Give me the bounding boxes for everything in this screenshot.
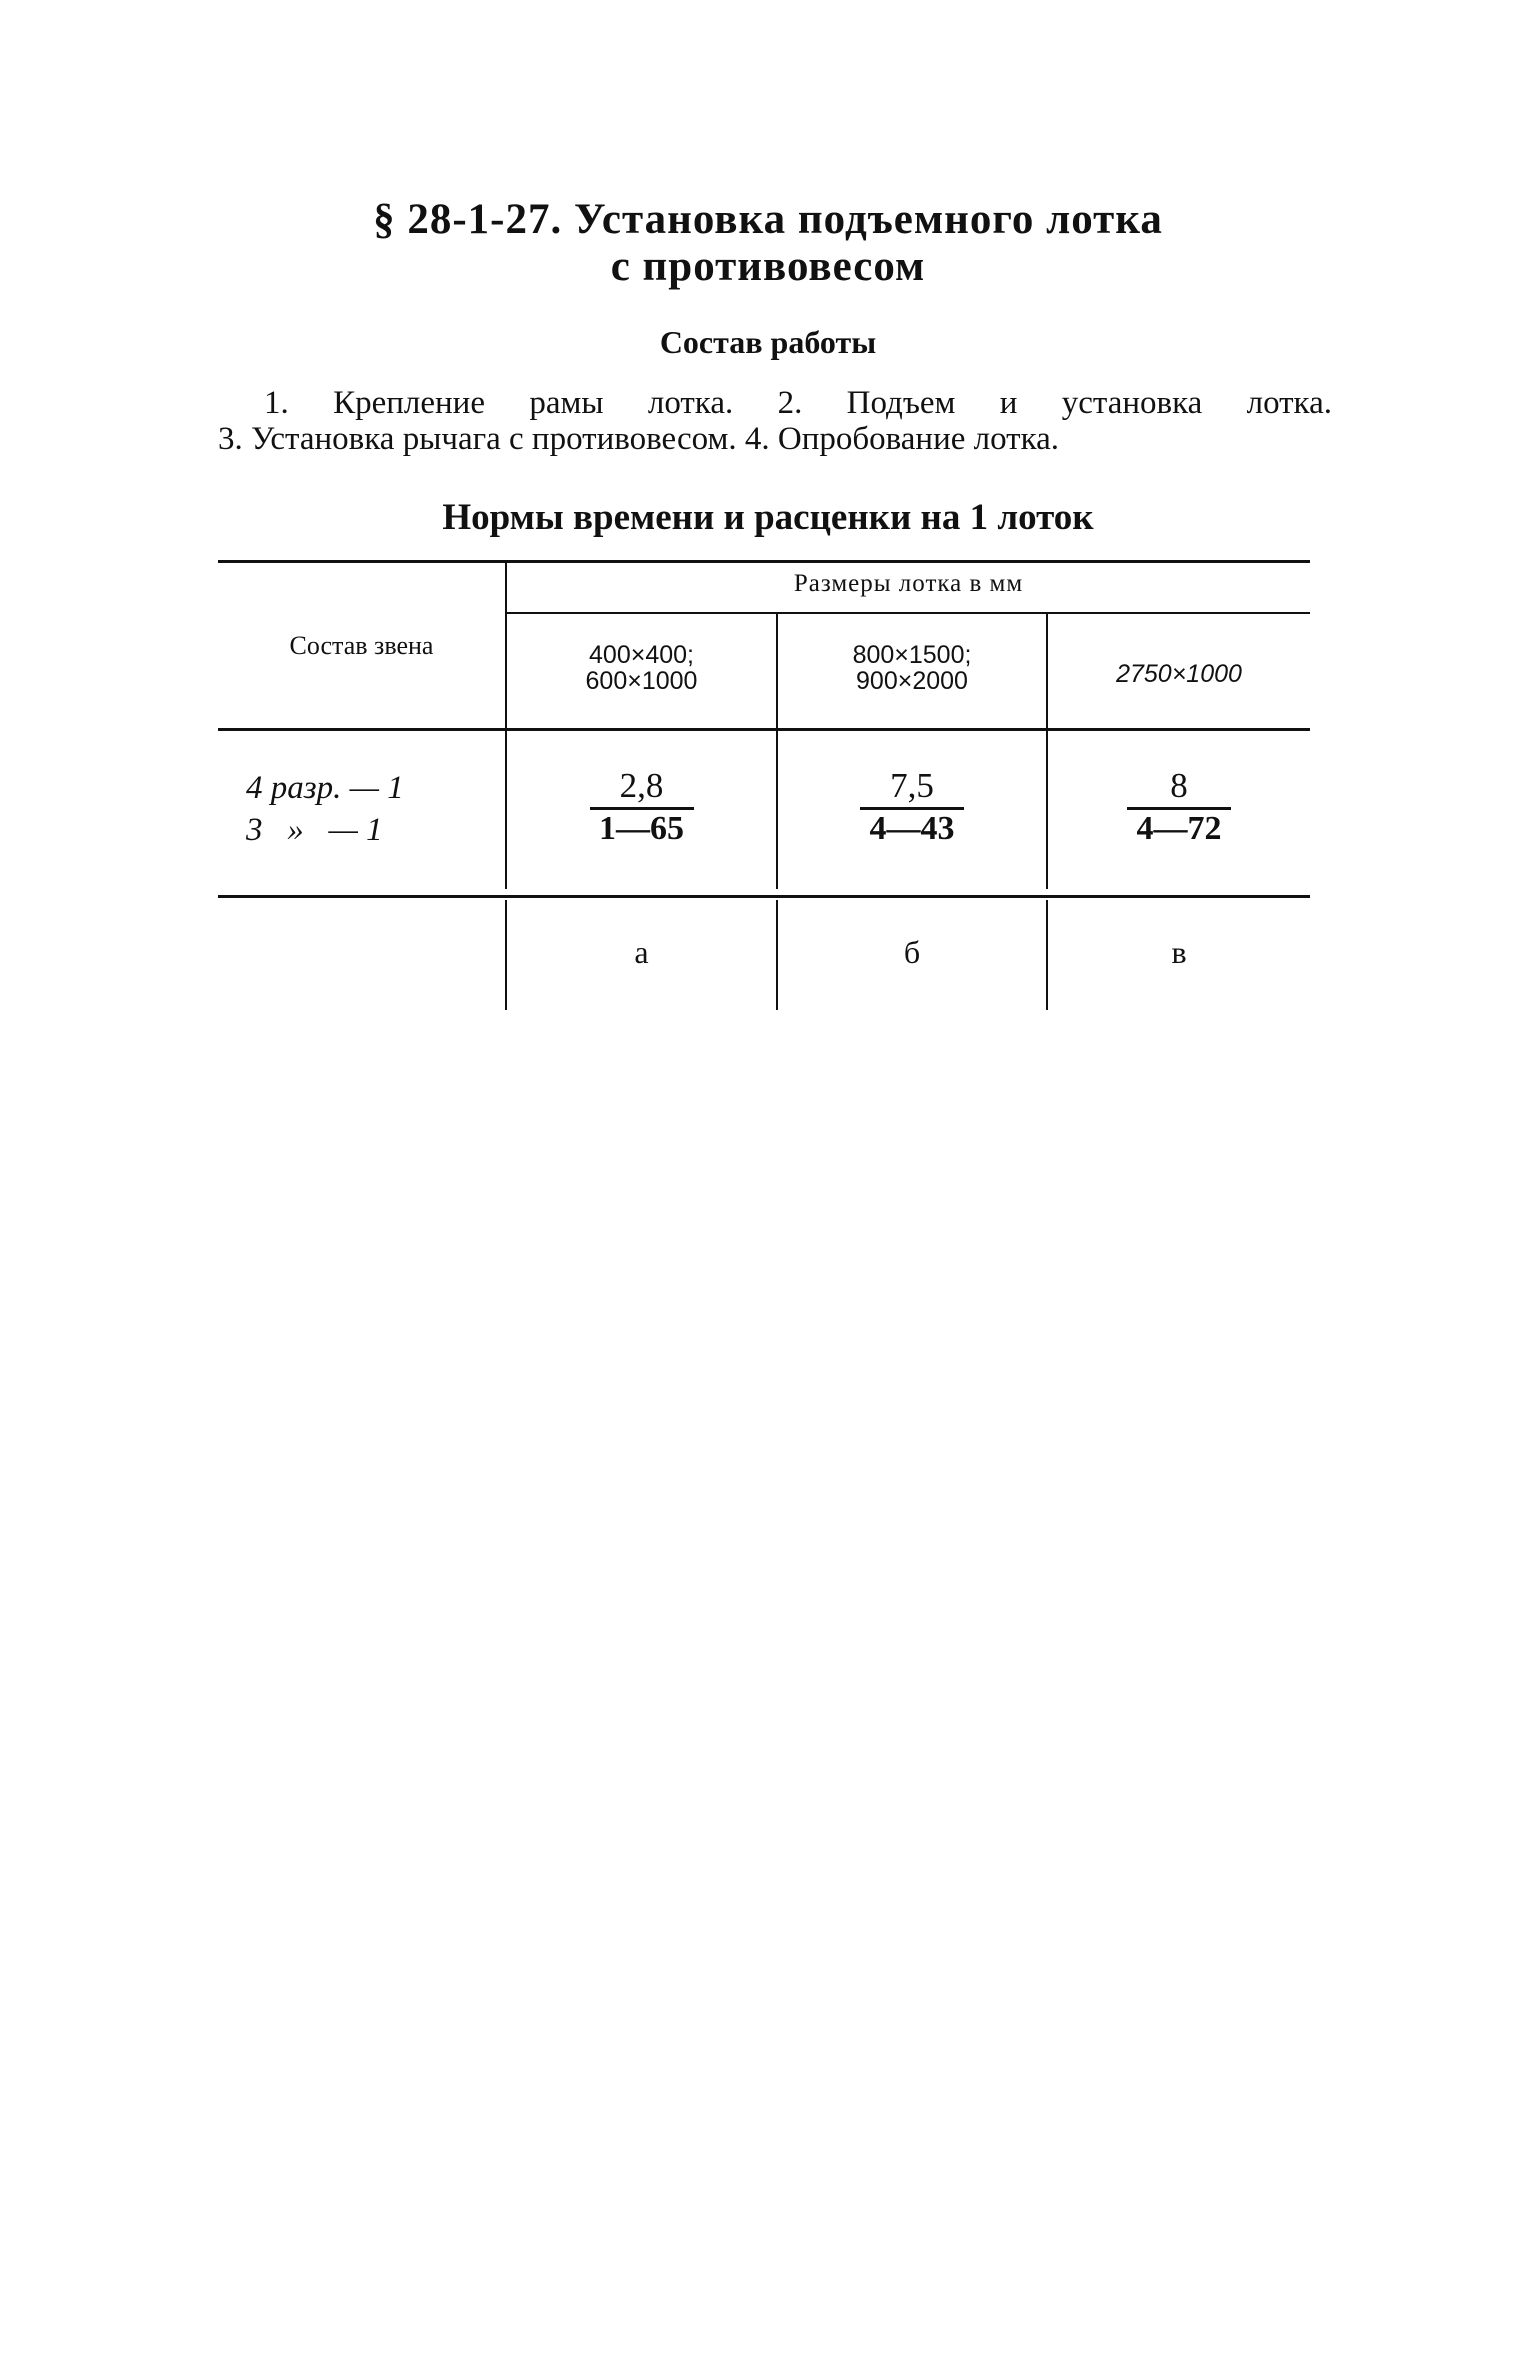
section-title-line1: § 28-1-27. Установка подъемного лотка [373,196,1163,243]
size-col-a-header [507,642,776,694]
norm-value-a [507,768,776,846]
body-bottom-rule [218,895,1310,898]
crew-line2: 3 » — 1 [246,812,383,848]
size-col-c-header [1048,660,1310,689]
column-letter-a: а [634,934,649,970]
price-rate: 4—72 [1136,810,1222,847]
size-col-b-line1: 800×1500; [852,641,972,669]
work-composition-text [218,385,1332,457]
header-bottom-rule [218,728,1310,731]
work-composition-heading: Состав работы [659,324,877,360]
time-norm: 7,5 [890,766,934,805]
price-rate: 4—43 [869,810,955,847]
price-rate: 1—65 [599,810,684,847]
size-col-b-line2: 900×2000 [856,667,968,695]
crew-line1: 4 разр. — 1 [246,770,404,806]
column-letter-c: в [1171,934,1187,970]
size-col-b-header [778,642,1046,694]
norm-value-c [1048,768,1310,846]
size-group-header: Размеры лотка в мм [793,570,1024,597]
time-norm: 2,8 [619,766,664,805]
table-top-rule [218,560,1310,563]
section-title-line2: с противовесом [610,243,926,290]
size-col-a-line2: 600×1000 [585,667,698,695]
norm-value-b [778,768,1046,846]
work-text-line1: 1. Крепление рамы лотка. 2. Подъем и установка лотка. [264,385,1332,421]
table-caption: Нормы времени и расценки на 1 лоток [442,497,1094,538]
crew-header: Состав звена [289,631,434,660]
subheader-rule [507,612,1310,614]
size-col-c-line1: 2750×1000 [1116,660,1242,688]
size-col-a-line1: 400×400; [589,641,694,669]
time-norm: 8 [1170,766,1188,805]
column-letter-b: б [903,934,921,970]
work-text-line2: 3. Установка рычага с противовесом. 4. Опробование лотка. [218,421,1060,457]
